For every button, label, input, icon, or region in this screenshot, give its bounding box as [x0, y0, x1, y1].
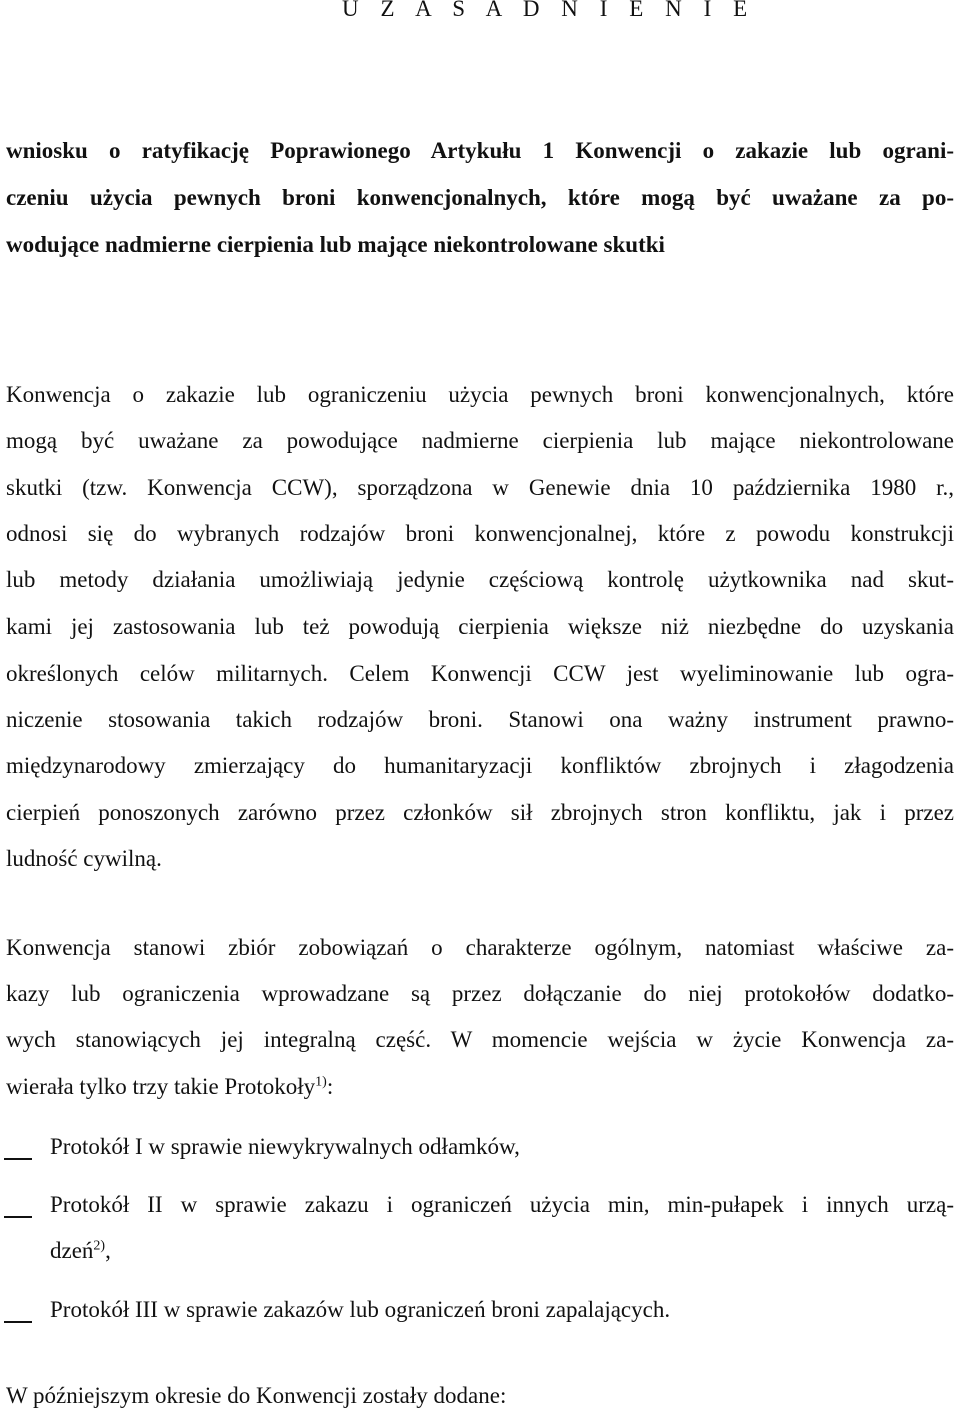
para1-line-6: kami jej zastosowania lub też powodują cierpienia większe niż niezbędne do uzyskania — [6, 614, 954, 639]
para2-line-4-end: : — [326, 1074, 334, 1099]
protocol-item-3: Protokół III w sprawie zakazów lub ograniczeń broni zapalających. — [50, 1297, 671, 1322]
para1-line-8: niczenie stosowania takich rodzajów broni. Stanowi ona ważny instrument prawno- — [6, 707, 954, 732]
para1-line-11: ludność cywilną. — [6, 846, 162, 871]
para1-line-1: Konwencja o zakazie lub ograniczeniu użycia pewnych broni konwencjonalnych, które — [6, 382, 954, 407]
protocol-item-2-line-2 — [50, 1238, 111, 1264]
protocol-item-1: Protokół I w sprawie niewykrywalnych odłamków, — [50, 1134, 520, 1159]
protocol-item-2-text: dzeń — [50, 1238, 94, 1263]
para1-line-3: skutki (tzw. Konwencja CCW), sporządzona w Genewie dnia 10 października 1980 r., — [6, 475, 954, 500]
protocol-item-2-line-1: Protokół II w sprawie zakazu i ograniczeń użycia min, min-pułapek i innych urzą- — [50, 1192, 954, 1217]
dash-bullet-2 — [4, 1216, 32, 1218]
para2-line-2: kazy lub ograniczenia wprowadzane są przez dołączanie do niej protokołów dodatko- — [6, 981, 954, 1006]
para2-line-3: wych stanowiących jej integralną część. W momencie wejścia w życie Konwencja za- — [6, 1027, 954, 1052]
protocol-item-2-end: , — [105, 1238, 111, 1263]
footnote-ref-2: 2) — [93, 1238, 106, 1254]
document-heading: U Z A S A D N I E N I E — [342, 0, 756, 21]
para2-line-1: Konwencja stanowi zbiór zobowiązań o charakterze ogólnym, natomiast właściwe za- — [6, 935, 954, 960]
para1-line-2: mogą być uważane za powodujące nadmierne cierpienia lub mające niekontrolowane — [6, 428, 954, 453]
dash-bullet-3 — [4, 1321, 32, 1323]
closing-line: W późniejszym okresie do Konwencji zostały dodane: — [6, 1383, 507, 1408]
para2-line-4 — [6, 1074, 333, 1100]
para1-line-4: odnosi się do wybranych rodzajów broni konwencjonalnej, które z powodu konstrukcji — [6, 521, 954, 546]
subject-line-3: wodujące nadmierne cierpienia lub mające niekontrolowane skutki — [6, 232, 665, 257]
para1-line-7: określonych celów militarnych. Celem Konwencji CCW jest wyeliminowanie lub ogra- — [6, 661, 954, 686]
para1-line-10: cierpień ponoszonych zarówno przez członków sił zbrojnych stron konfliktu, jak i przez — [6, 800, 954, 825]
footnote-ref-1: 1) — [315, 1074, 327, 1090]
subject-line-2: czeniu użycia pewnych broni konwencjonalnych, które mogą być uważane za po- — [6, 185, 954, 210]
para2-line-4-text: wierała tylko trzy takie Protokoły — [6, 1074, 316, 1099]
para1-line-9: międzynarodowy zmierzający do humanitaryzacji konfliktów zbrojnych i złagodzenia — [6, 753, 954, 778]
subject-line-1: wniosku o ratyfikację Poprawionego Artykułu 1 Konwencji o zakazie lub ograni- — [6, 138, 954, 163]
para1-line-5: lub metody działania umożliwiają jedynie częściową kontrolę użytkownika nad skut- — [6, 567, 954, 592]
dash-bullet-1 — [4, 1158, 32, 1160]
